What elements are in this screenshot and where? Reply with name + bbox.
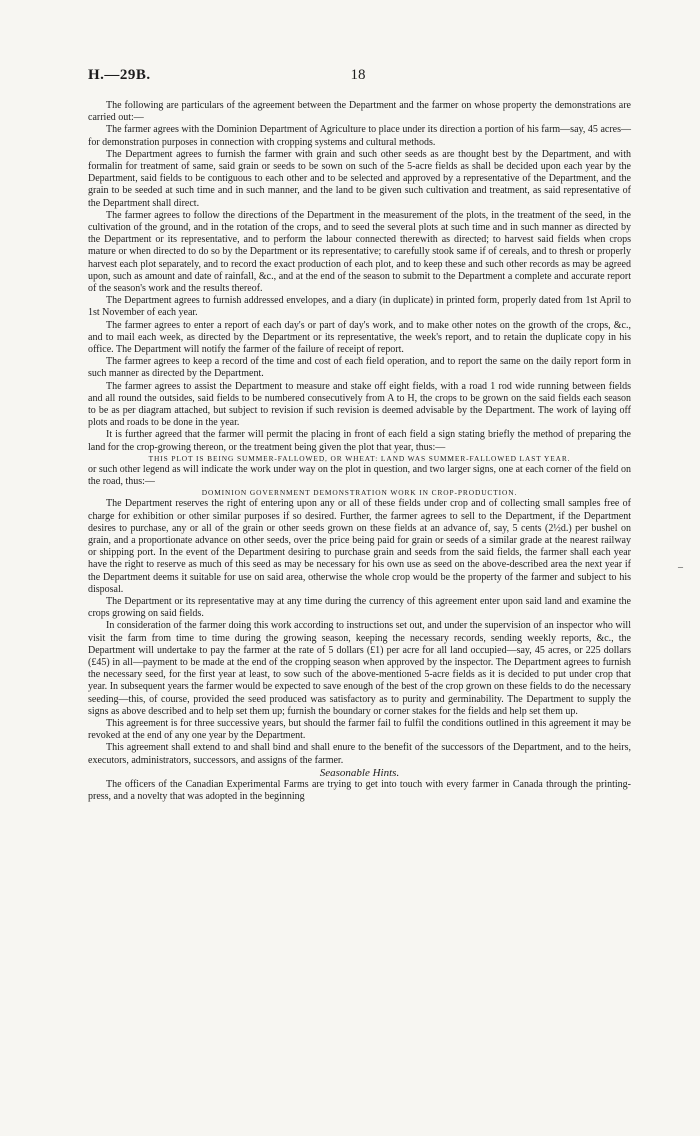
margin-mark: – <box>678 562 683 573</box>
sign-example-field: DOMINION GOVERNMENT DEMONSTRATION WORK IN CROP-PRODUCTION. <box>201 488 518 498</box>
page-header <box>88 67 628 87</box>
document-body <box>88 100 631 803</box>
paragraph: The Department agrees to furnish addressed envelopes, and a diary (in duplicate) in printed form, properly dated from 1st April to 1st November of each year. <box>88 295 631 319</box>
paragraph: This agreement shall extend to and shall bind and shall enure to the benefit of the successors of the Department, and to the heirs, executors, administrators, successors, and assigns of the farmer. <box>88 742 631 766</box>
paragraph: The farmer agrees to follow the directions of the Department in the measurement of the plots, in the treatment of the seed, in the cultivation of the ground, and in the rotation of the crops, and to seed the several plots at such time and in such manner as directed by the Department or its representative, and to perform the labour connected therewith as directed; to harvest said fields when crops mature or when directed to do so by the Department or its representative; to carefully stook same if of cereals, and to thresh or properly harvest each plot separately, and to record the exact production of each plot, and to keep these and such other records as may be agreed upon, such as amount and date of rainfall, &c., and at the end of the season to submit to the Department a complete and accurate report of the season's work and the results thereof. <box>88 209 631 295</box>
paragraph: The farmer agrees to assist the Department to measure and stake off eight fields, with a road 1 rod wide running between fields and all round the outsides, said fields to be numbered consecutively from A to H, the crops to be grown on the said fields each season to be as per diagram attached, but subject to revision if such revision is deemed advisable by the Department. The work of laying off plots and roads to be done in the year. <box>88 380 631 429</box>
paragraph: or such other legend as will indicate the work under way on the plot in question, and two larger signs, one at each corner of the field on the road, thus:— <box>88 463 631 488</box>
paragraph: The farmer agrees to enter a report of each day's or part of day's work, and to make other notes on the growth of the crops, &c., and to mail each week, as directed by the Department or its representative, the week's report, and to retain the duplicate copy in his office. The Department will notify the farmer of the failure of receipt of report. <box>88 319 631 356</box>
page-number: 18 <box>350 67 366 83</box>
paragraph: The farmer agrees with the Dominion Department of Agriculture to place under its direction a portion of his farm—say, 45 acres—for demonstration purposes in connection with cropping systems and cultural methods. <box>88 124 631 148</box>
paragraph: This agreement is for three successive years, but should the farmer fail to fulfil the conditions outlined in this agreement it may be revoked at the end of any one year by the Department. <box>88 717 631 742</box>
paragraph: It is further agreed that the farmer will permit the placing in front of each field a sign stating briefly the method of preparing the land for the crop-growing thereon, or the treatment being given the plot that year, thus:— <box>88 429 631 453</box>
paragraph: The following are particulars of the agreement between the Department and the farmer on whose property the demonstrations are carried out:— <box>88 100 631 124</box>
paragraph: The Department or its representative may at any time during the currency of this agreement enter upon said land and examine the crops growing on said fields. <box>88 595 631 620</box>
document-reference: H.—29B. <box>88 67 151 83</box>
paragraph: The Department reserves the right of entering upon any or all of these fields under crop and of collecting small samples free of charge for exhibition or other similar purposes if so desired. Further, the farmer agrees to sell to the Department, if the Department desires to purchase, any or all of the grain or other seeds grown on these fields at an advance of, say, 5 cents (2½d.) per bushel on grain, and a proportionate advance on other seeds, over the price being paid for grain or seeds of a similar grade at the nearest railway or shipping port. In the event of the Department desiring to purchase grain and seeds from the said fields, the farmer shall each year have the right to reserve as much of this seed as may be necessary for his own use as seed on the above-described area the next year if the Department deems it suitable for use on said area, otherwise the whole crop would be the property of the farmer and subject to his disposal. <box>88 498 631 595</box>
paragraph: In consideration of the farmer doing this work according to instructions set out, and under the supervision of an inspector who will visit the farm from time to time during the growing season, keeping the necessary records, sending weekly reports, &c., the Department will undertake to pay the farmer at the rate of 5 dollars (£1) per acre for all land occupied—say, 45 acres, or 225 dollars (£45) in all—payment to be made at the end of the cropping season when approved by the inspector. The Department agrees to furnish the necessary seed, for the first year at least, to sow such of the above-mentioned 5-acre fields as it is decided to put under crop that year. In subsequent years the farmer would be expected to save enough of the best of the crop grown on these fields to do the necessary seeding—this, of course, provided the seed produced was satisfactory as to purity and germinability. The Department to supply the signs as above described and to help set them up; furnish the boundary or corner stakes for the fields and help set them up. <box>88 620 631 717</box>
paragraph: The farmer agrees to keep a record of the time and cost of each field operation, and to report the same on the daily report form in such manner as directed by the Department. <box>88 356 631 380</box>
paragraph: The Department agrees to furnish the farmer with grain and such other seeds as are thought best by the Department, and with formalin for treatment of same, said grain or seeds to be sown on such of the 5-acre fields as shall be decided upon each year by the Department, said fields to be contiguous to each other and to be selected and approved by a representative of the Department, and the grain to be seeded at such time and in such manner, and the land to be given such cultivation and treatment, as said representative of the Department shall direct. <box>88 148 631 209</box>
sign-example-plot: THIS PLOT IS BEING SUMMER-FALLOWED, OR WHEAT: LAND WAS SUMMER-FALLOWED LAST YEAR. <box>148 453 571 463</box>
section-heading: Seasonable Hints. <box>319 766 400 779</box>
paragraph: The officers of the Canadian Experimental Farms are trying to get into touch with every farmer in Canada through the printing-press, and a novelty that was adopted in the beginning <box>88 778 631 803</box>
